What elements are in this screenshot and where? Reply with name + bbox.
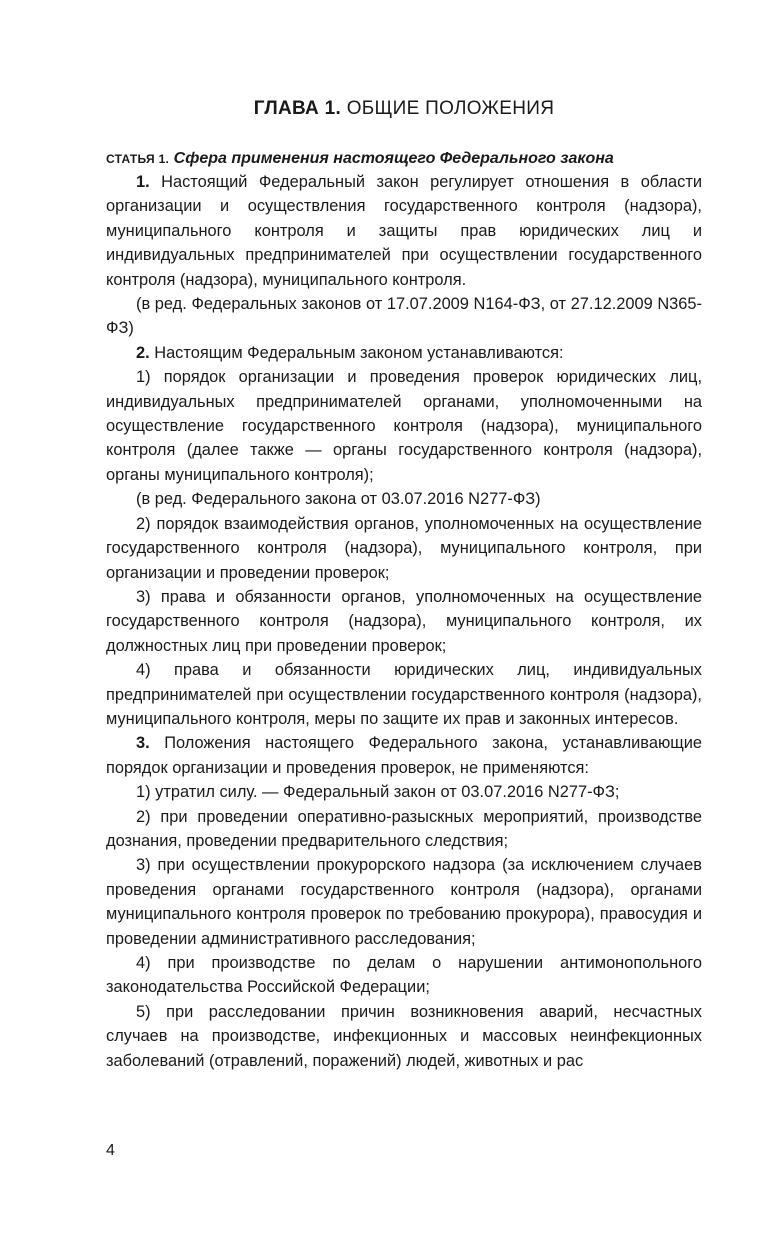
paragraph-text: 5) при расследовании причин возникновения аварий, несчастных случаев на производстве, инфекционных и массовых неинфекционных заболеваний (отравлений, поражений) людей, животных и рас <box>106 1002 702 1070</box>
amendment-note <box>106 487 702 511</box>
paragraph-text: 4) при производстве по делам о нарушении антимонопольного законодательства Российской Федерации; <box>106 954 702 997</box>
paragraph-text: 4) права и обязанности юридических лиц, индивидуальных предпринимателей при осуществлении государственного контроля (надзора), муниципального контроля, меры по защите их прав и законных интересов. <box>106 661 702 728</box>
list-item <box>106 780 702 804</box>
list-item <box>106 805 702 854</box>
paragraph-3 <box>106 731 702 780</box>
clause-number: 2. <box>136 343 150 362</box>
paragraph-text: Настоящим Федеральным законом устанавливаются: <box>154 343 564 362</box>
amendment-note <box>106 292 702 341</box>
paragraph-text: 2) порядок взаимодействия органов, уполномоченных на осуществление государственного контроля (надзора), муниципального контроля, при организации и проведении проверок; <box>106 514 702 582</box>
clause-number: 3. <box>136 734 150 753</box>
list-item <box>106 365 702 487</box>
paragraph-text: 3) права и обязанности органов, уполномоченных на осуществление государственного контроля (надзора), муниципального контроля, их должностных лиц при проведении проверок; <box>106 587 702 655</box>
article-label: СТАТЬЯ 1. <box>106 152 170 166</box>
paragraph-text: 3) при осуществлении прокурорского надзора (за исключением случаев проведения органами государственного контроля (надзора), органами муниципального контроля проверок по требованию прокурора), правосудия и проведении административного расследования; <box>106 856 702 948</box>
paragraph-text: 1) утратил силу. — Федеральный закон от 03.07.2016 N277-ФЗ; <box>136 783 620 802</box>
paragraph-text: Настоящий Федеральный закон регулирует отношения в области организации и осуществления государственного контроля (надзора), муниципального контроля и защиты прав юридических лиц и индивидуальных предпринимателей при осуществлении государственного контроля (надзора), муниципального контроля. <box>106 173 702 289</box>
list-item <box>106 512 702 585</box>
article-heading <box>106 148 702 170</box>
article-body <box>106 170 702 1073</box>
article-title: Сфера применения настоящего Федерального закона <box>173 150 614 167</box>
chapter-title: ОБЩИЕ ПОЛОЖЕНИЯ <box>346 98 555 119</box>
list-item <box>106 951 702 1000</box>
paragraph-text: 2) при проведении оперативно-разыскных мероприятий, производстве дознания, проведении предварительного следствия; <box>106 807 702 850</box>
list-item <box>106 1000 702 1073</box>
list-item <box>106 853 702 951</box>
page-number: 4 <box>106 1142 115 1159</box>
list-item <box>106 658 702 731</box>
paragraph-1 <box>106 170 702 292</box>
clause-number: 1. <box>136 173 150 191</box>
paragraph-text: Положения настоящего Федерального закона, устанавливающие порядок организации и проведения проверок, не применяются: <box>106 734 702 777</box>
chapter-number: ГЛАВА 1. <box>253 98 342 119</box>
paragraph-2 <box>106 341 702 365</box>
paragraph-text: (в ред. Федеральных законов от 17.07.2009 N164-ФЗ, от 27.12.2009 N365-ФЗ) <box>106 295 702 338</box>
list-item <box>106 585 702 658</box>
paragraph-text: 1) порядок организации и проведения проверок юридических лиц, индивидуальных предпринимателей органами, уполномоченными на осуществление государственного контроля (надзора), муниципального контроля (далее также — органы государственного контроля (надзора), органы муниципального контроля); <box>106 368 702 484</box>
chapter-heading <box>106 96 702 122</box>
paragraph-text: (в ред. Федерального закона от 03.07.2016 N277-ФЗ) <box>136 490 541 509</box>
